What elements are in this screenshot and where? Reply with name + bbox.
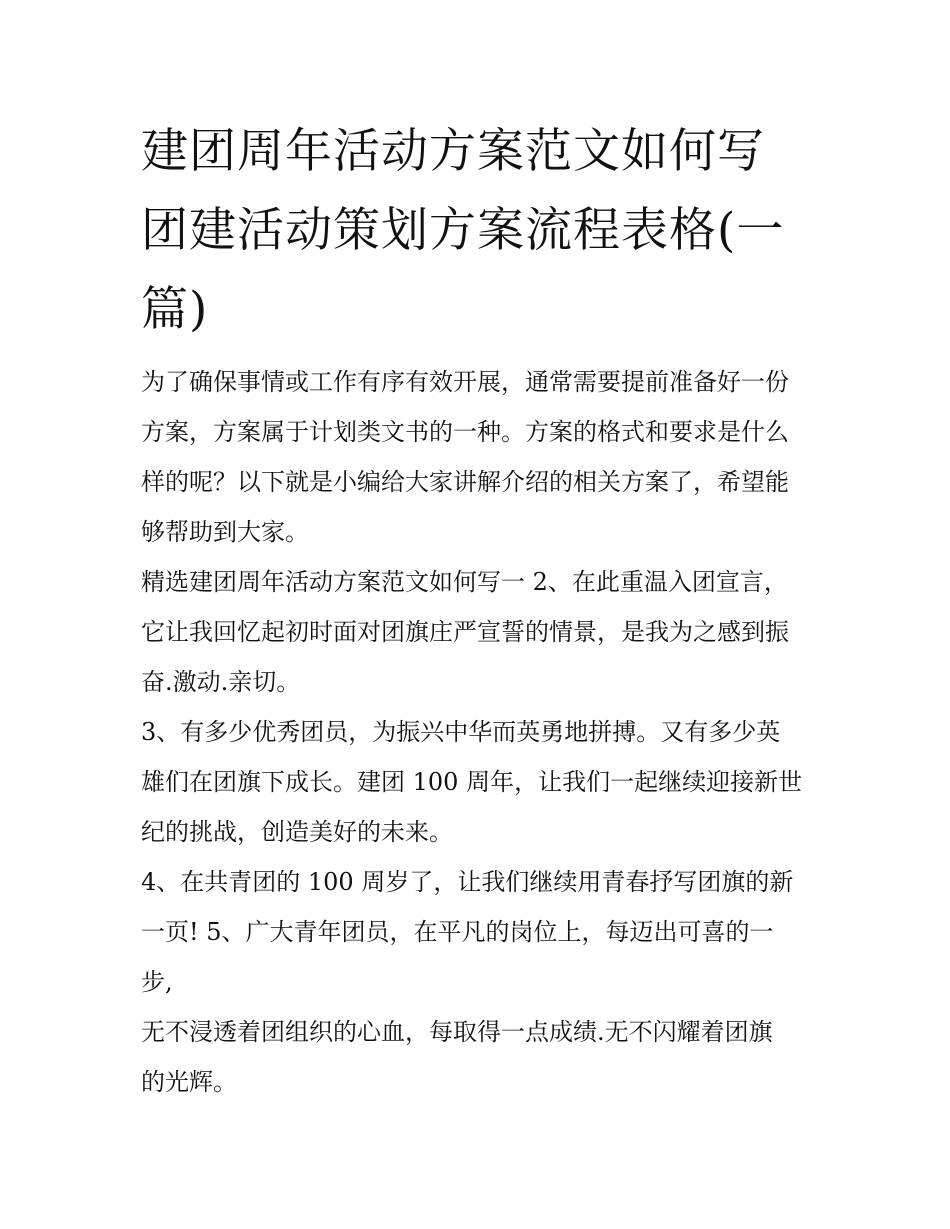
text-line: 奋.激动.亲切。: [141, 668, 301, 696]
text-line: 为了确保事情或工作有序有效开展，通常需要提前准备好一份: [141, 368, 789, 396]
text-line: 够帮助到大家。: [141, 518, 309, 546]
title-line: 团建活动策划方案流程表格(一: [141, 203, 785, 258]
text-line: 一页! 5、广大青年团员，在平凡的岗位上，每迈出可喜的一: [141, 918, 774, 946]
text-line: 精选建团周年活动方案范文如何写一 2、在此重温入团宣言，: [141, 568, 788, 596]
text-line: 步,: [141, 968, 173, 996]
title-line: 建团周年活动方案范文如何写: [141, 124, 765, 179]
paragraph-2: [141, 557, 821, 707]
text-line: 方案，方案属于计划类文书的一种。方案的格式和要求是什么: [141, 418, 789, 446]
paragraph-3: [141, 707, 821, 857]
text-line: 3、有多少优秀团员，为振兴中华而英勇地拼搏。又有多少英: [141, 718, 781, 746]
text-line: 无不浸透着团组织的心血，每取得一点成绩.无不闪耀着团旗: [141, 1018, 773, 1046]
document-body: [141, 357, 821, 1107]
document-page: [141, 112, 821, 1107]
text-line: 样的呢？以下就是小编给大家讲解介绍的相关方案了，希望能: [141, 468, 789, 496]
paragraph-4: [141, 857, 821, 1007]
text-line: 纪的挑战，创造美好的未来。: [141, 818, 453, 846]
text-line: 4、在共青团的 100 周岁了，让我们继续用青春抒写团旗的新: [141, 868, 794, 896]
document-title: [141, 112, 821, 349]
text-line: 它让我回忆起初时面对团旗庄严宣誓的情景，是我为之感到振: [141, 618, 789, 646]
text-line: 雄们在团旗下成长。建团 100 周年，让我们一起继续迎接新世: [141, 768, 803, 796]
text-line: 的光辉。: [141, 1068, 237, 1096]
title-line: 篇): [141, 282, 209, 337]
paragraph-intro: [141, 357, 821, 557]
paragraph-5: [141, 1007, 821, 1107]
